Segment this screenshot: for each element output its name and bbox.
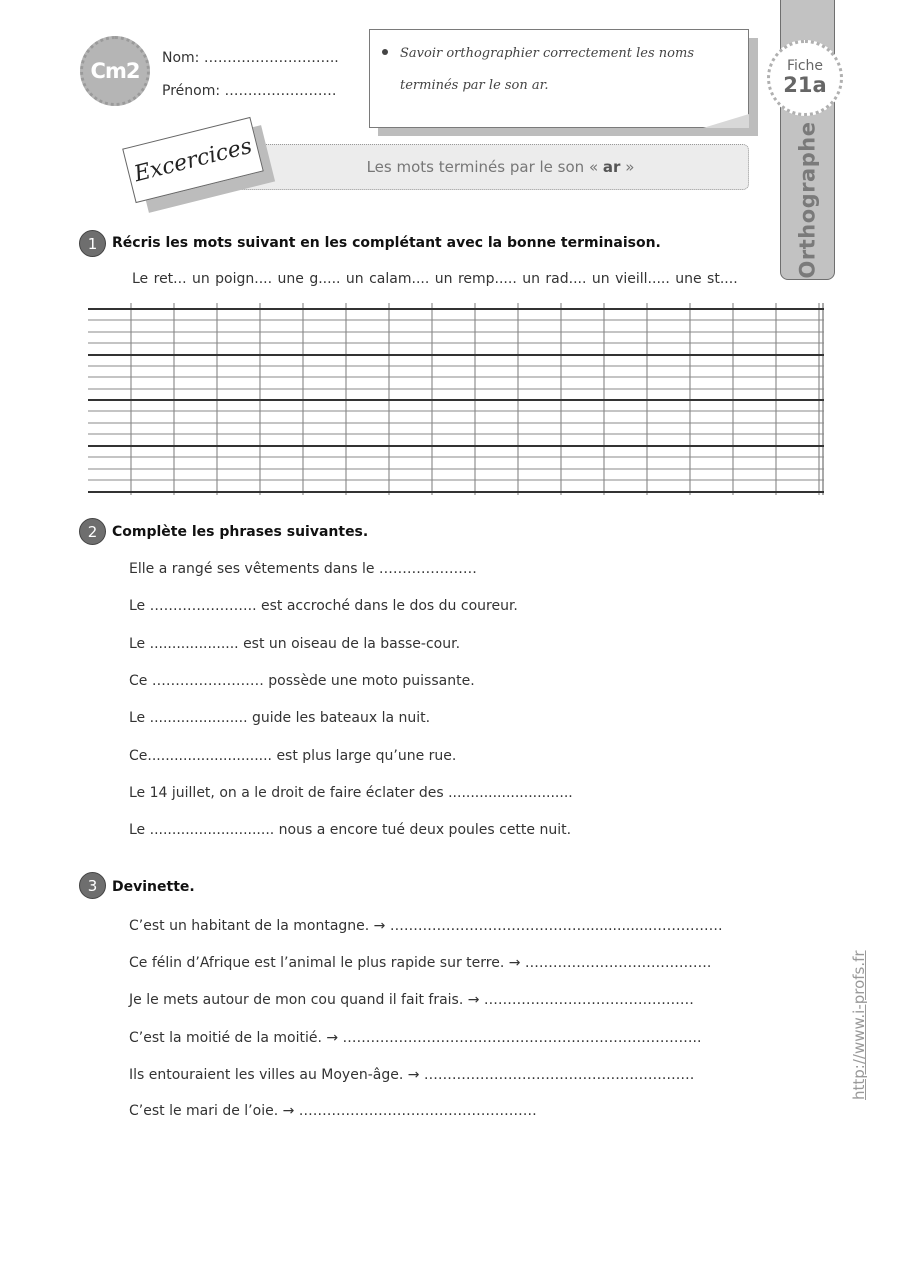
exercise-3-number [79, 872, 106, 899]
banner-suffix: » [625, 158, 635, 176]
sentence-item[interactable]: Le .................... est un oiseau de la basse-cour. [129, 636, 461, 652]
level-badge [80, 36, 150, 106]
sentence-item[interactable]: Le ………………….. est accroché dans le dos du coureur. [129, 598, 518, 614]
exercise-3-title: Devinette. [112, 879, 195, 895]
riddle-item[interactable]: Je le mets autour de mon cou quand il fait frais. → ……………………………………… [129, 992, 694, 1008]
sentence-item[interactable]: Le ............................ nous a encore tué deux poules cette nuit. [129, 822, 572, 838]
firstname-field[interactable]: Prénom: …………………… [162, 83, 337, 99]
page-fold-icon [703, 114, 749, 128]
riddle-item[interactable]: Ce félin d’Afrique est l’animal le plus rapide sur terre. → …………………………………. [129, 955, 712, 971]
objective-text: Savoir orthographier correctement les noms terminés par le son ar. [400, 46, 695, 93]
exercises-card-label: Excercices [131, 133, 255, 187]
riddle-item[interactable]: C’est le mari de l’oie. → …………………………………………… [129, 1103, 537, 1119]
fiche-label: Fiche [786, 57, 824, 74]
bullet-icon [382, 49, 388, 55]
exercise-1-words: Le ret... un poign.... une g..... un calam.... un remp..... un rad.... un vieill..... une st.... [132, 271, 738, 287]
sentence-item[interactable]: Elle a rangé ses vêtements dans le ………………… [129, 561, 477, 577]
section-banner [212, 144, 749, 190]
exercise-number-text: 3 [87, 876, 98, 895]
sentence-item[interactable]: Ce............................ est plus large qu’une rue. [129, 748, 457, 764]
riddle-item[interactable]: C’est un habitant de la montagne. → ……………………………………...............…………… [129, 918, 723, 934]
subject-label-wrap [782, 121, 832, 279]
fiche-number: 21a [783, 73, 827, 98]
sentence-item[interactable]: Le 14 juillet, on a le droit de faire éclater des ............................ [129, 785, 573, 801]
sentence-item[interactable]: Ce …………………… possède une moto puissante. [129, 673, 475, 689]
exercise-number-text: 1 [87, 234, 98, 253]
riddle-item[interactable]: Ils entouraient les villes au Moyen-âge. → …………………………………………….…… [129, 1067, 695, 1083]
banner-sound: ar [602, 158, 621, 176]
objective-note [369, 29, 749, 128]
exercise-1-number [79, 230, 106, 257]
name-field[interactable]: Nom: ……………………….. [162, 50, 339, 66]
exercise-2-title: Complète les phrases suivantes. [112, 524, 369, 540]
riddle-item[interactable]: C’est la moitié de la moitié. → ………………………………………………………………….. [129, 1030, 702, 1046]
banner-prefix: Les mots terminés par le son « [366, 158, 599, 176]
fiche-badge [767, 40, 843, 116]
exercise-number-text: 2 [87, 522, 98, 541]
seyes-grid-lines [88, 303, 824, 495]
sentence-item[interactable]: Le ...................... guide les bateaux la nuit. [129, 710, 431, 726]
writing-grid[interactable] [88, 303, 824, 495]
level-label: Cm2 [90, 59, 140, 83]
source-link[interactable]: http://www.i-profs.fr [850, 950, 868, 1100]
exercise-1-title: Récris les mots suivant en les complétant avec la bonne terminaison. [112, 235, 661, 251]
subject-label: Orthographe [795, 121, 820, 279]
exercise-2-number [79, 518, 106, 545]
